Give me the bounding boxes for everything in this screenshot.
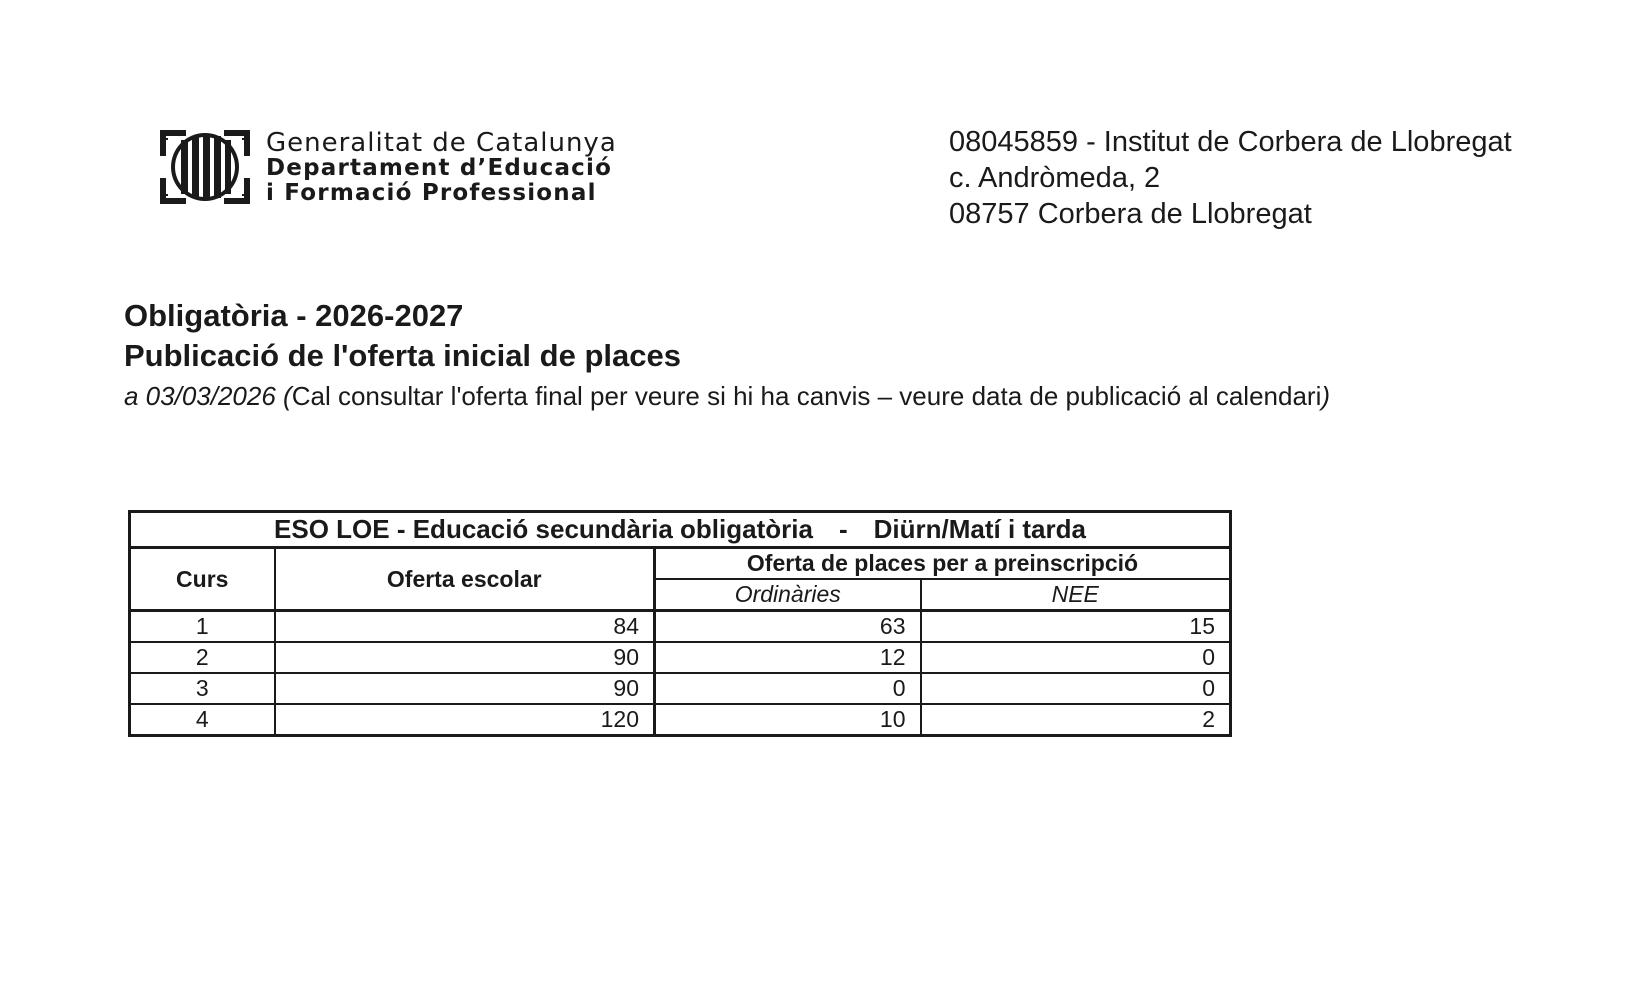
- titles-block: [124, 296, 1330, 414]
- school-info: [949, 124, 1512, 232]
- cell-ordinaries: 63: [655, 611, 921, 643]
- table-row: [130, 673, 1231, 704]
- generalitat-four-bars-icon: [160, 130, 250, 204]
- page-title: Obligatòria - 2026-2027: [124, 298, 464, 333]
- cell-nee: 0: [921, 642, 1231, 673]
- cell-nee: 2: [921, 704, 1231, 736]
- cell-nee: 0: [921, 673, 1231, 704]
- col-header-oferta-escolar: Oferta escolar: [275, 548, 655, 611]
- department-block: [266, 128, 617, 206]
- col-header-curs: Curs: [130, 548, 275, 611]
- publication-note: [124, 378, 1330, 414]
- school-street: c. Andròmeda, 2: [949, 162, 1161, 194]
- table-banner: [130, 512, 1231, 548]
- dept-generalitat: Generalitat de Catalunya: [266, 128, 617, 158]
- cell-curs: 3: [130, 673, 275, 704]
- table-row: [130, 642, 1231, 673]
- col-header-oferta-places: Oferta de places per a preinscripció: [655, 548, 1231, 580]
- dept-formacio: i Formació Professional: [266, 180, 597, 206]
- cell-nee: 15: [921, 611, 1231, 643]
- cell-ordinaries: 10: [655, 704, 921, 736]
- col-header-nee: NEE: [921, 579, 1231, 611]
- cell-curs: 1: [130, 611, 275, 643]
- cell-ordinaries: 0: [655, 673, 921, 704]
- cell-oferta: 84: [275, 611, 655, 643]
- table-row: [130, 704, 1231, 736]
- cell-curs: 2: [130, 642, 275, 673]
- cell-oferta: 90: [275, 642, 655, 673]
- places-table: [128, 510, 1232, 737]
- publication-date: a 03/03/2026 (: [124, 381, 292, 411]
- table-row: [130, 611, 1231, 643]
- cell-oferta: 90: [275, 673, 655, 704]
- school-code-name: 08045859 - Institut de Corbera de Llobregat: [949, 126, 1512, 158]
- col-header-ordinaries: Ordinàries: [655, 579, 921, 611]
- dept-departament: Departament d’Educació: [266, 155, 613, 181]
- cell-oferta: 120: [275, 704, 655, 736]
- school-city: 08757 Corbera de Llobregat: [949, 198, 1312, 230]
- publication-note-text: Cal consultar l'oferta final per veure si hi ha canvis – veure data de publicació al calendari: [291, 381, 1322, 411]
- cell-ordinaries: 12: [655, 642, 921, 673]
- cell-curs: 4: [130, 704, 275, 736]
- publication-note-close: ): [1321, 381, 1331, 411]
- banner-separator: -: [838, 514, 848, 544]
- banner-program: ESO LOE - Educació secundària obligatòria: [274, 514, 813, 544]
- page-subtitle: Publicació de l'oferta inicial de places: [124, 338, 681, 373]
- banner-schedule: Diürn/Matí i tarda: [873, 514, 1086, 544]
